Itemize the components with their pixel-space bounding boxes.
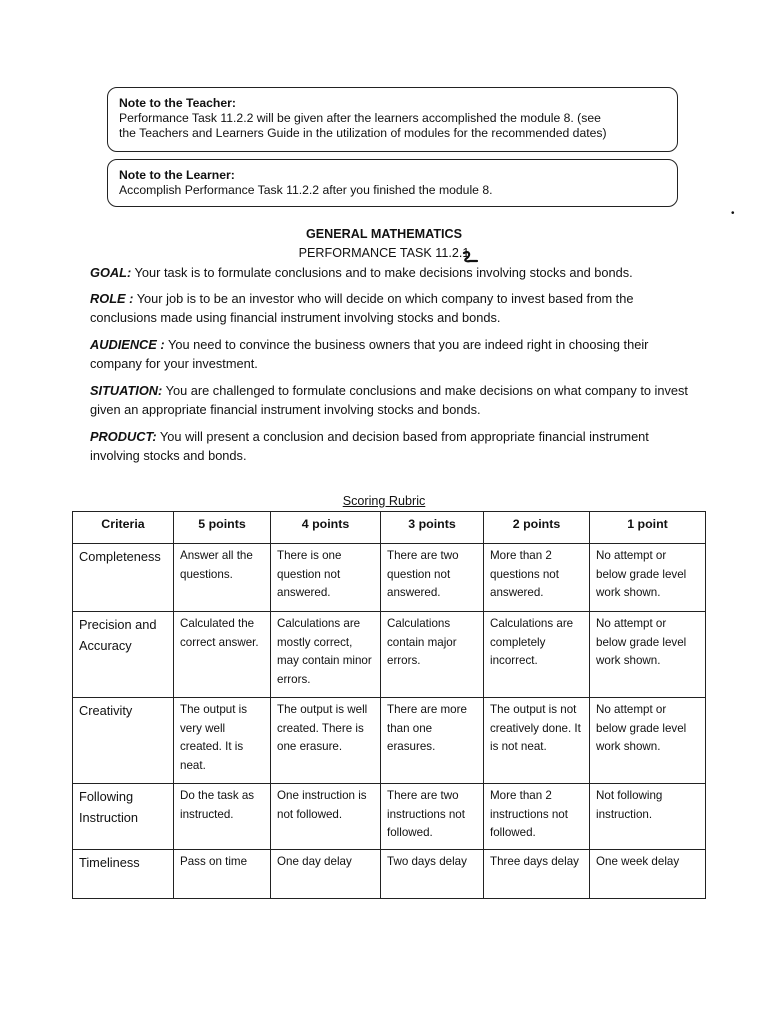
role-paragraph: [90, 290, 690, 327]
table-cell: There is one question not answered.: [271, 544, 381, 612]
table-cell: Calculations are mostly correct, may contain minor errors.: [271, 612, 381, 698]
table-row: [73, 612, 706, 698]
table-cell: Calculated the correct answer.: [174, 612, 271, 698]
note-teacher-line-2: the Teachers and Learners Guide in the utilization of modules for the recommended dates): [119, 126, 607, 140]
handwritten-mark-icon: [461, 250, 479, 264]
table-cell: Do the task as instructed.: [174, 784, 271, 850]
note-to-teacher-box: [107, 87, 678, 152]
rubric-header-row: [73, 512, 706, 544]
table-cell: More than 2 instructions not followed.: [484, 784, 590, 850]
audience-paragraph: [90, 336, 690, 373]
note-teacher-title: Note to the Teacher:: [119, 96, 236, 110]
product-label: PRODUCT:: [90, 429, 157, 444]
table-cell: One day delay: [271, 850, 381, 899]
table-row: [73, 698, 706, 784]
table-cell: Three days delay: [484, 850, 590, 899]
role-label: ROLE :: [90, 291, 134, 306]
product-text: You will present a conclusion and decision based from appropriate financial instrument involving stocks and bonds.: [90, 429, 649, 463]
table-cell: Calculations are completely incorrect.: [484, 612, 590, 698]
header-3-points: 3 points: [381, 512, 484, 544]
goal-paragraph: [90, 264, 690, 283]
goal-label: GOAL:: [90, 265, 132, 280]
criteria-cell: Timeliness: [73, 850, 174, 899]
criteria-cell: Precision and Accuracy: [73, 612, 174, 698]
table-cell: One week delay: [590, 850, 706, 899]
audience-text: You need to convince the business owners that you are indeed right in choosing their company for your investment.: [90, 337, 649, 371]
table-cell: The output is well created. There is one erasure.: [271, 698, 381, 784]
header-1-point: 1 point: [590, 512, 706, 544]
table-cell: The output is very well created. It is neat.: [174, 698, 271, 784]
table-row: [73, 784, 706, 850]
table-cell: Not following instruction.: [590, 784, 706, 850]
table-cell: One instruction is not followed.: [271, 784, 381, 850]
table-cell: No attempt or below grade level work shown.: [590, 612, 706, 698]
table-cell: Two days delay: [381, 850, 484, 899]
note-learner-line-1: Accomplish Performance Task 11.2.2 after you finished the module 8.: [119, 183, 493, 197]
situation-paragraph: [90, 382, 690, 419]
header-4-points: 4 points: [271, 512, 381, 544]
note-to-learner-box: [107, 159, 678, 207]
header-criteria: Criteria: [73, 512, 174, 544]
criteria-cell: Following Instruction: [73, 784, 174, 850]
scoring-rubric-table: [72, 511, 706, 899]
table-cell: Calculations contain major errors.: [381, 612, 484, 698]
audience-label: AUDIENCE :: [90, 337, 165, 352]
note-teacher-line-1: Performance Task 11.2.2 will be given after the learners accomplished the module 8. (see: [119, 111, 601, 125]
product-paragraph: [90, 428, 690, 465]
header-2-points: 2 points: [484, 512, 590, 544]
note-learner-title: Note to the Learner:: [119, 168, 235, 182]
page-subtitle: PERFORMANCE TASK 11.2.1: [298, 246, 470, 260]
stray-dot: •: [731, 208, 735, 219]
criteria-cell: Creativity: [73, 698, 174, 784]
table-cell: Answer all the questions.: [174, 544, 271, 612]
table-row: [73, 544, 706, 612]
table-cell: There are two instructions not followed.: [381, 784, 484, 850]
rubric-caption: Scoring Rubric: [342, 494, 426, 508]
situation-text: You are challenged to formulate conclusions and make decisions on what company to invest given an appropriate financial instrument involving stocks and bonds.: [90, 383, 688, 417]
table-cell: No attempt or below grade level work shown.: [590, 544, 706, 612]
table-cell: More than 2 questions not answered.: [484, 544, 590, 612]
goal-text: Your task is to formulate conclusions and to make decisions involving stocks and bonds.: [131, 265, 633, 280]
table-cell: No attempt or below grade level work shown.: [590, 698, 706, 784]
page-title: GENERAL MATHEMATICS: [305, 227, 463, 241]
table-cell: The output is not creatively done. It is not neat.: [484, 698, 590, 784]
table-cell: There are two question not answered.: [381, 544, 484, 612]
role-text: Your job is to be an investor who will decide on which company to invest based from the conclusions made using financial instrument involving stocks and bonds.: [90, 291, 634, 325]
situation-label: SITUATION:: [90, 383, 163, 398]
table-cell: There are more than one erasures.: [381, 698, 484, 784]
header-5-points: 5 points: [174, 512, 271, 544]
criteria-cell: Completeness: [73, 544, 174, 612]
table-row: [73, 850, 706, 899]
table-cell: Pass on time: [174, 850, 271, 899]
